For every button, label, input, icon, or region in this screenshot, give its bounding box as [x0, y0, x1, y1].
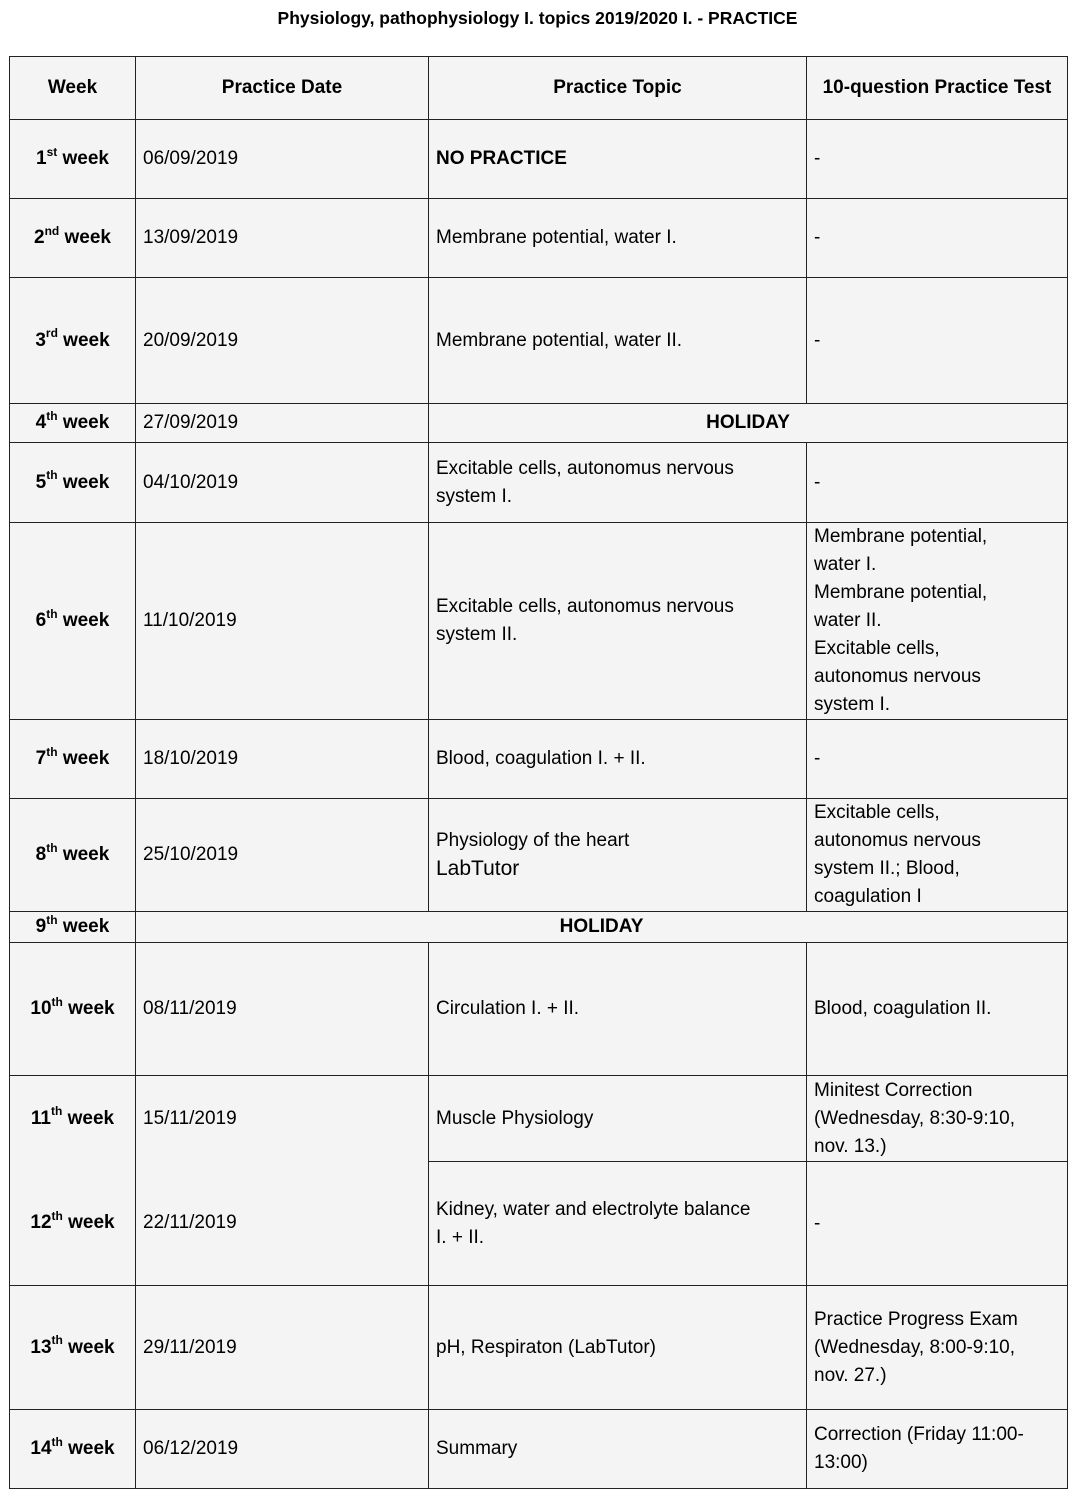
header-practice-topic: Practice Topic: [429, 57, 807, 120]
holiday-cell: HOLIDAY: [429, 404, 1068, 443]
week-cell: 5th week: [10, 443, 136, 523]
test-cell: Practice Progress Exam (Wednesday, 8:00-9:10, nov. 27.): [807, 1286, 1068, 1410]
test-cell: -: [807, 720, 1068, 799]
topic-cell: Summary: [429, 1410, 807, 1489]
date-cell: 11/10/2019: [136, 523, 429, 720]
week-cell: 4th week: [10, 404, 136, 443]
week-cell: 6th week: [10, 523, 136, 720]
topic-cell: Blood, coagulation I. + II.: [429, 720, 807, 799]
table-row: [10, 199, 1068, 278]
table-row: [10, 720, 1068, 799]
topic-cell: pH, Respiraton (LabTutor): [429, 1286, 807, 1410]
table-row: [10, 443, 1068, 523]
week-cell: 12th week: [10, 1162, 136, 1286]
table-row: [10, 943, 1068, 1076]
test-cell: -: [807, 443, 1068, 523]
date-cell: 08/11/2019: [136, 943, 429, 1076]
table-row: [10, 523, 1068, 720]
test-cell: -: [807, 199, 1068, 278]
test-cell: Blood, coagulation II.: [807, 943, 1068, 1076]
week-cell: 11th week: [10, 1076, 136, 1162]
practice-schedule-table: [9, 56, 1068, 1489]
date-cell: 27/09/2019: [136, 404, 429, 443]
topic-cell: Excitable cells, autonomus nervous system I.: [429, 443, 807, 523]
table-row: [10, 912, 1068, 943]
week-cell: 7th week: [10, 720, 136, 799]
week-cell: 1st week: [10, 120, 136, 199]
table-row: [10, 1410, 1068, 1489]
table-row: [10, 404, 1068, 443]
topic-cell: Muscle Physiology: [429, 1076, 807, 1162]
date-cell: 29/11/2019: [136, 1286, 429, 1410]
header-practice-date: Practice Date: [136, 57, 429, 120]
week-cell: 3rd week: [10, 278, 136, 404]
week-cell: 13th week: [10, 1286, 136, 1410]
header-practice-test: 10-question Practice Test: [807, 57, 1068, 120]
week-cell: 10th week: [10, 943, 136, 1076]
week-cell: 2nd week: [10, 199, 136, 278]
date-cell: 04/10/2019: [136, 443, 429, 523]
header-week: Week: [10, 57, 136, 120]
topic-cell: Membrane potential, water I.: [429, 199, 807, 278]
table-row: [10, 278, 1068, 404]
test-cell: Correction (Friday 11:00- 13:00): [807, 1410, 1068, 1489]
date-cell: 06/12/2019: [136, 1410, 429, 1489]
date-cell: 13/09/2019: [136, 199, 429, 278]
date-cell: 06/09/2019: [136, 120, 429, 199]
week-cell: 8th week: [10, 799, 136, 912]
table-row: [10, 799, 1068, 912]
topic-cell: Kidney, water and electrolyte balance I. + II.: [429, 1162, 807, 1286]
test-cell: Minitest Correction (Wednesday, 8:30-9:10, nov. 13.): [807, 1076, 1068, 1162]
table-row: [10, 1286, 1068, 1410]
test-cell: -: [807, 1162, 1068, 1286]
topic-cell: Circulation I. + II.: [429, 943, 807, 1076]
table-header-row: [10, 57, 1068, 120]
table-row: [10, 1162, 1068, 1286]
date-cell: 25/10/2019: [136, 799, 429, 912]
test-cell: Excitable cells, autonomus nervous system II.; Blood, coagulation I: [807, 799, 1068, 912]
topic-cell: Physiology of the heart LabTutor: [429, 799, 807, 912]
document-title: Physiology, pathophysiology I. topics 2019/2020 I. - PRACTICE: [277, 8, 798, 28]
week-cell: 14th week: [10, 1410, 136, 1489]
week-cell: 9th week: [10, 912, 136, 943]
test-cell: -: [807, 278, 1068, 404]
date-cell: 22/11/2019: [136, 1162, 429, 1286]
date-cell: 15/11/2019: [136, 1076, 429, 1162]
topic-cell: Excitable cells, autonomus nervous system II.: [429, 523, 807, 720]
table-row: [10, 1076, 1068, 1162]
topic-cell: Membrane potential, water II.: [429, 278, 807, 404]
holiday-cell: HOLIDAY: [136, 912, 1068, 943]
test-cell: Membrane potential, water I. Membrane potential, water II. Excitable cells, autonomus nervous system I.: [807, 523, 1068, 720]
test-cell: -: [807, 120, 1068, 199]
topic-cell: NO PRACTICE: [429, 120, 807, 199]
table-row: [10, 120, 1068, 199]
date-cell: 20/09/2019: [136, 278, 429, 404]
date-cell: 18/10/2019: [136, 720, 429, 799]
